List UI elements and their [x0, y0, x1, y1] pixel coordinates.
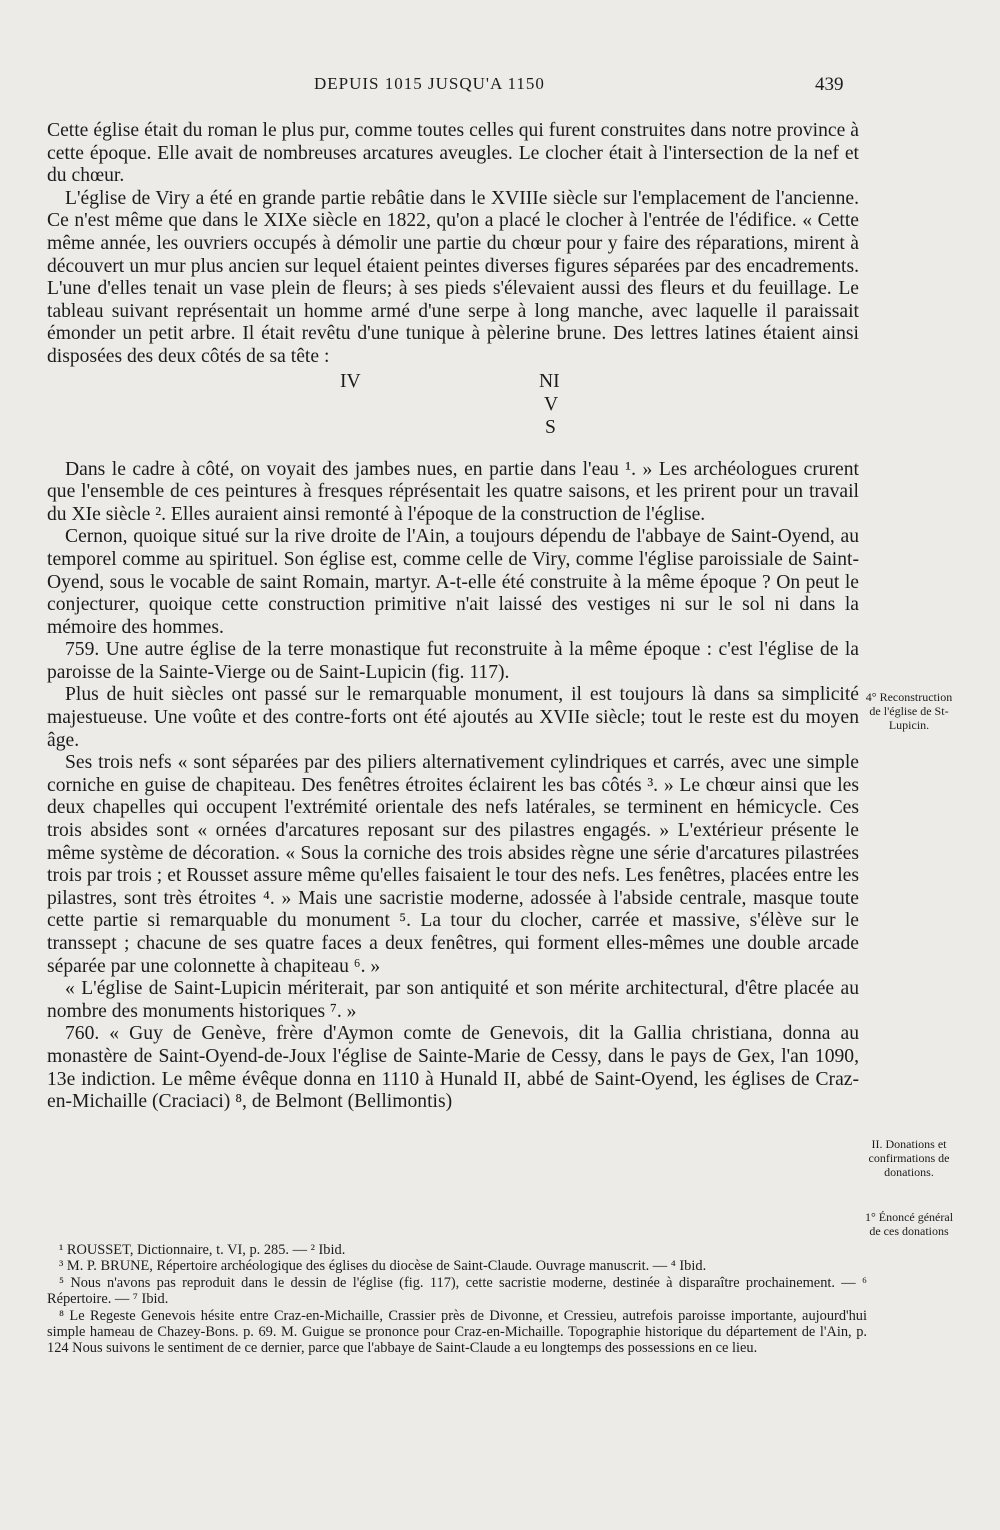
letter-ni: NI: [539, 370, 560, 392]
letter-v: V: [544, 393, 559, 415]
main-text: [47, 120, 859, 1114]
footnote-5-6-7: ⁵ Nous n'avons pas reproduit dans le dessin de l'église (fig. 117), cette sacristie moderne, destinée à disparaître prochainement. — ⁶ Répertoire. — ⁷ Ibid.: [47, 1274, 867, 1308]
footnote-3-4: ³ M. P. BRUNE, Répertoire archéologique des églises du diocèse de Saint-Claude. Ouvrage manuscrit. — ⁴ Ibid.: [59, 1258, 707, 1275]
paragraph-historic-monument: « L'église de Saint-Lupicin mériterait, par son antiquité et son mérite architectural, d'être placée au nombre des monuments historiques ⁷. »: [47, 978, 859, 1022]
margin-note-general-statement: 1° Énoncé général de ces donations: [864, 1210, 954, 1238]
footnote-1-2: ¹ ROUSSET, Dictionnaire, t. VI, p. 285. — ² Ibid.: [59, 1242, 346, 1258]
footnote-8: ⁸ Le Regeste Genevois hésite entre Craz-en-Michaille, Crassier près de Divonne, et Cressieu, autrefois paroisse importante, aujourd'hui simple hameau de Chazey-Bons. p. 69. M. Guigue se prononce pour Craz-en-Michaille. Topographie historique du département de l'Ain, p. 124 Nous suivons le sentiment de ce dernier, parce que l'abbaye de Saint-Claude a eu longtemps des possessions en ce lieu.: [47, 1307, 867, 1357]
paragraph-viry-church: L'église de Viry a été en grande partie rebâtie dans le XVIIIe siècle sur l'emplacement de l'ancienne. Ce n'est même que dans le XIXe siècle en 1822, qu'on a placé le clocher à l'entrée de l'édifice. « Cette même année, les ouvriers occupés à démolir une partie du chœur pour y faire des réparations, mirent à découvert un mur plus ancien sur lequel étaient peintes diverses figures séparées par des encadrements. L'une d'elles tenait un vase plein de fleurs; à ses pieds s'élevaient aussi des fleurs et du feuillage. Le tableau suivant représentait un homme armé d'une serpe à long manche, avec laquelle il paraissait émonder un petit arbre. Il était revêtu d'une tunique à pèlerine brune. Des lettres latines étaient ainsi disposées des deux côtés de sa tête :: [47, 187, 859, 367]
paragraph-frescoes: Dans le cadre à côté, on voyait des jambes nues, en partie dans l'eau ¹. » Les archéologues crurent que l'ensemble de ces peintures à fresques réprésentait les quatre saisons, et les prirent pour un travail du XIe siècle ². Elles auraient ainsi remonté à l'époque de la construction de l'église.: [47, 458, 859, 525]
page-header: [0, 74, 1000, 98]
paragraph-759: 759. Une autre église de la terre monastique fut reconstruite à la même époque : c'est l'église de la paroisse de la Sainte-Vierge ou de Saint-Lupicin (fig. 117).: [47, 639, 859, 683]
letter-iv: IV: [340, 370, 361, 392]
paragraph-eight-centuries: Plus de huit siècles ont passé sur le remarquable monument, il est toujours là dans sa simplicité majestueuse. Une voûte et des contre-forts ont été ajoutés au XVIIe siècle; tout le reste est du moyen âge.: [47, 684, 859, 751]
margin-note-reconstruction: 4° Reconstruction de l'église de St-Lupicin.: [865, 690, 953, 732]
footnotes: [47, 1242, 867, 1357]
paragraph-church-roman: Cette église était du roman le plus pur, comme toutes celles qui furent construites dans notre province à cette époque. Elle avait de nombreuses arcatures aveugles. Le clocher était à l'intersection de la nef et du chœur.: [47, 120, 859, 187]
running-title: DEPUIS 1015 JUSQU'A 1150: [314, 74, 545, 93]
page-number: 439: [815, 74, 844, 95]
paragraph-760: 760. « Guy de Genève, frère d'Aymon comte de Genevois, dit la Gallia christiana, donna au monastère de Saint-Oyend-de-Joux l'église de Sainte-Marie de Cessy, dans le pays de Gex, l'an 1090, 13e indiction. Le même évêque donna en 1110 à Hunald II, abbé de Saint-Oyend, les églises de Craz-en-Michaille (Craciaci) ⁸, de Belmont (Bellimontis): [47, 1023, 859, 1113]
paragraph-three-naves: Ses trois nefs « sont séparées par des piliers alternativement cylindriques et carrés, avec une simple corniche en guise de chapiteau. Des fenêtres étroites éclairent les bas côtés ³. » Le chœur ainsi que les deux chapelles qui occupent l'extrémité orientale des nefs latérales, se terminent en hémicycle. Ces trois absides sont « ornées d'arcatures reposant sur des pilastres engagés. » L'extérieur présente le même système de décoration. « Sous la corniche des trois absides règne une série d'arcatures pilastrées trois par trois ; et Rousset assure même qu'elles faisaient le tour des nefs. Les fenêtres, placées entre les pilastres, sont très étroites ⁴. » Mais une sacristie moderne, adossée à l'abside centrale, masque toute cette partie si remarquable du monument ⁵. La tour du clocher, carrée et massive, s'élève sur le transsept ; chacune de ses quatre faces a deux fenêtres, qui forment elles-mêmes une double arcade séparée par une colonnette à chapiteau ⁶. »: [47, 752, 859, 977]
paragraph-cernon: Cernon, quoique situé sur la rive droite de l'Ain, a toujours dépendu de l'abbaye de Saint-Oyend, au temporel comme au spirituel. Son église est, comme celle de Viry, comme l'église paroissiale de Saint-Oyend, sous le vocable de saint Romain, martyr. A-t-elle été construite à la même époque ? On peut le conjecturer, quoique cette construction primitive n'ait laissé des vestiges ni sur le sol ni dans la mémoire des hommes.: [47, 526, 859, 638]
letter-s: S: [545, 416, 556, 438]
margin-note-donations: II. Donations et confirmations de donations.: [868, 1137, 950, 1179]
latin-letters: [47, 369, 859, 459]
